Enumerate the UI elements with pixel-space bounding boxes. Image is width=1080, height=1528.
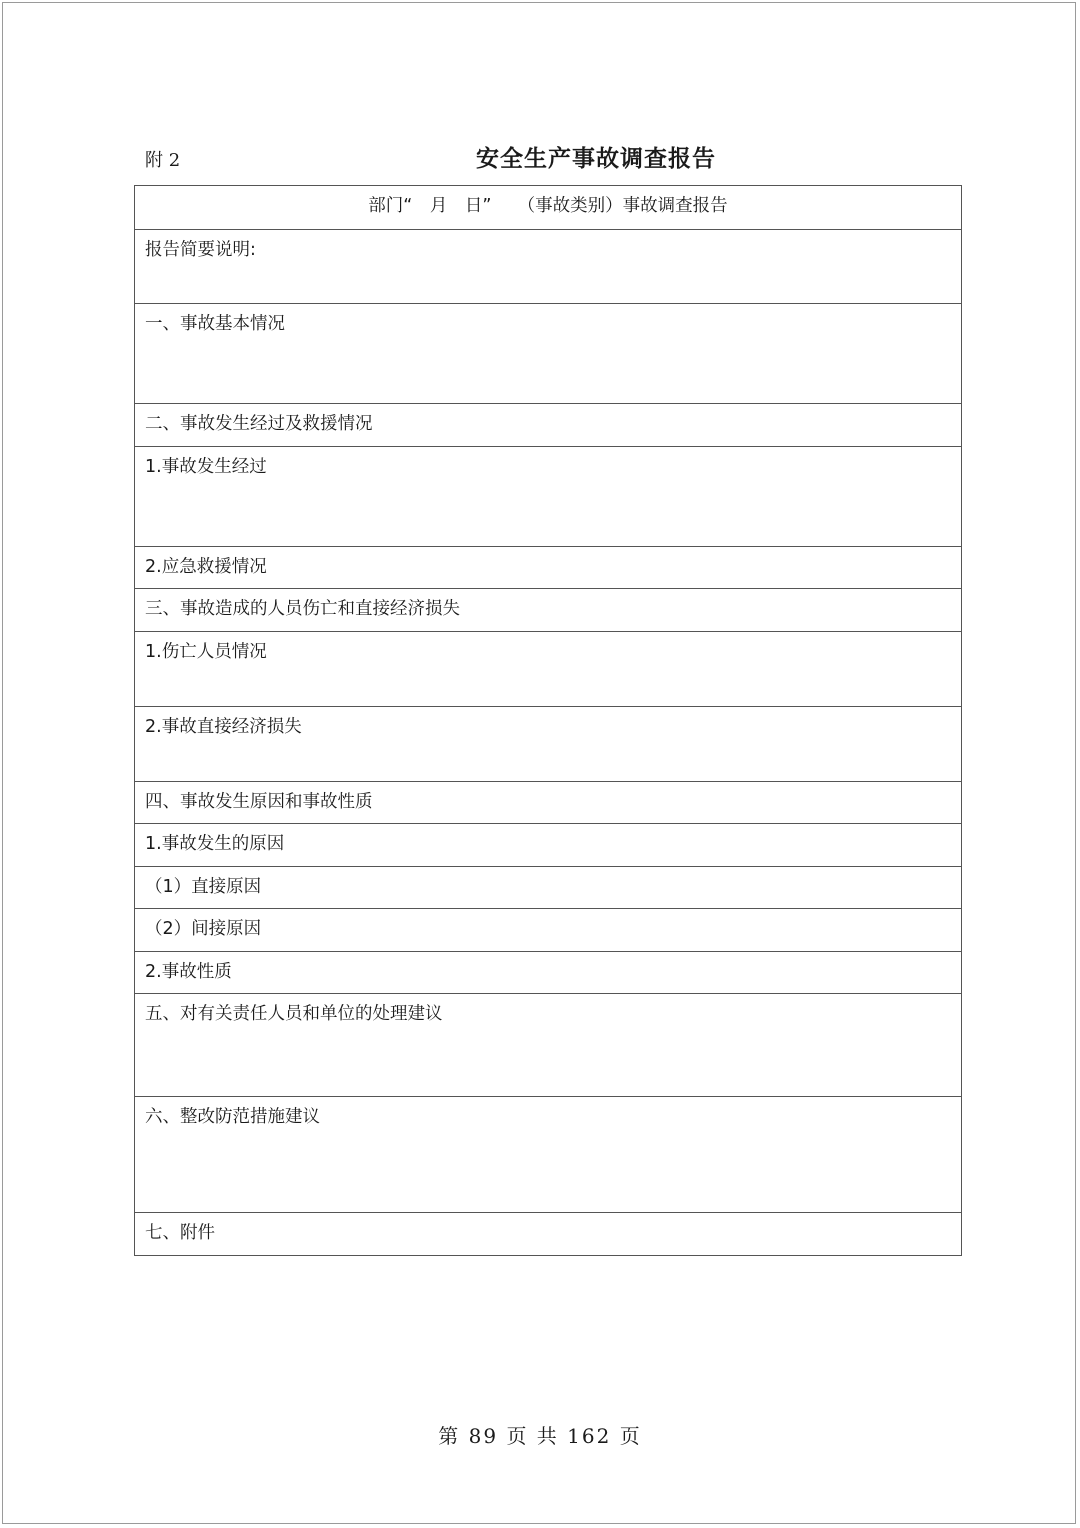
section-process-rescue: 二、事故发生经过及救援情况 (135, 404, 962, 447)
summary-section[interactable]: 报告简要说明: (135, 230, 962, 304)
page-title: 安全生产事故调查报告 (476, 146, 716, 172)
section-casualties-loss: 三、事故造成的人员伤亡和直接经济损失 (135, 589, 962, 632)
subsection-casualties[interactable]: 1.伤亡人员情况 (135, 632, 962, 707)
report-form-table (134, 185, 962, 1256)
subsection-economic-loss[interactable]: 2.事故直接经济损失 (135, 707, 962, 782)
page-number-footer: 第 89 页 共 162 页 (438, 1424, 642, 1448)
section-attachments[interactable]: 七、附件 (135, 1213, 962, 1256)
subsection-process[interactable]: 1.事故发生经过 (135, 447, 962, 547)
section-rectification[interactable]: 六、整改防范措施建议 (135, 1097, 962, 1213)
subsection-causes: 1.事故发生的原因 (135, 824, 962, 867)
item-direct-cause[interactable]: （1）直接原因 (135, 867, 962, 909)
section-basic-info[interactable]: 一、事故基本情况 (135, 304, 962, 404)
report-header-cell: 部门“ 月 日” （事故类别）事故调查报告 (135, 186, 962, 230)
appendix-label: 附 2 (145, 150, 181, 171)
section-handling-advice[interactable]: 五、对有关责任人员和单位的处理建议 (135, 994, 962, 1097)
section-cause-nature: 四、事故发生原因和事故性质 (135, 782, 962, 824)
item-indirect-cause[interactable]: （2）间接原因 (135, 909, 962, 952)
subsection-nature[interactable]: 2.事故性质 (135, 952, 962, 994)
subsection-rescue[interactable]: 2.应急救援情况 (135, 547, 962, 589)
